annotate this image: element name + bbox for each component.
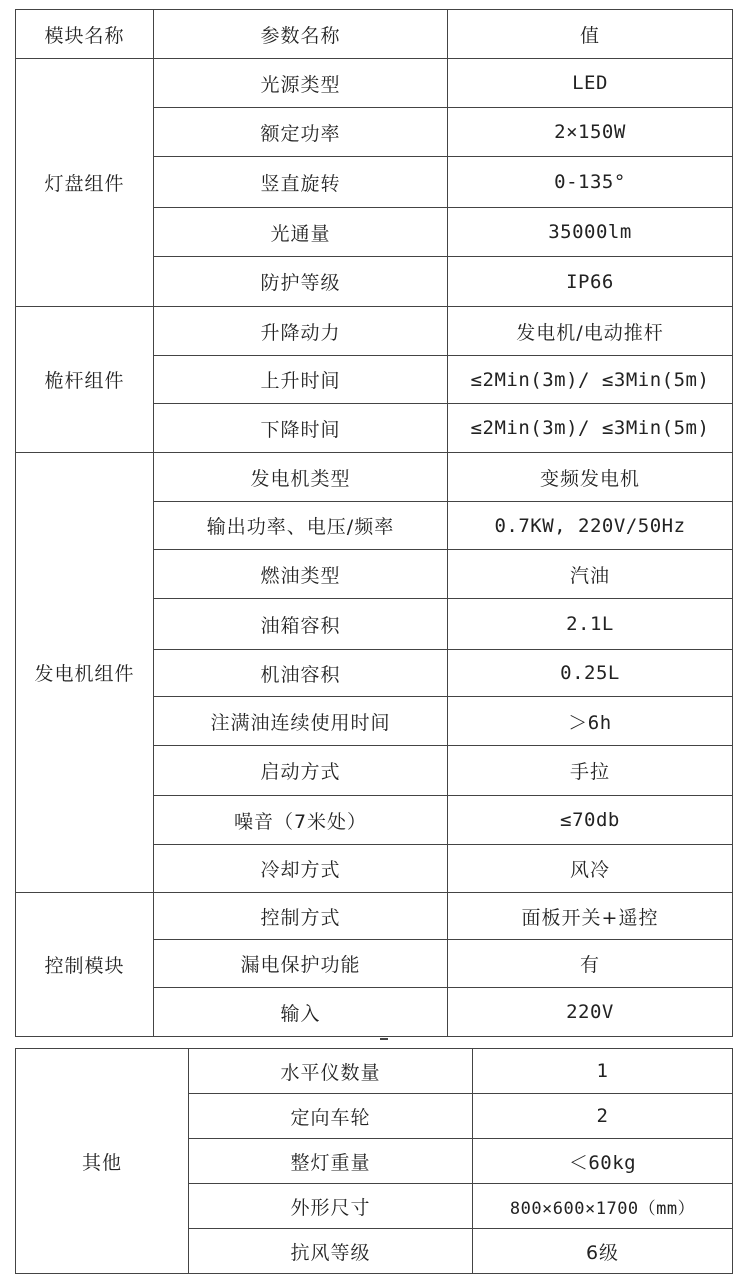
value-cell: 0.25L xyxy=(448,650,733,697)
param-cell: 冷却方式 xyxy=(154,845,448,893)
header-value: 值 xyxy=(448,10,733,59)
value-cell: 1 xyxy=(473,1049,733,1094)
value-cell: ≤2Min(3m)/ ≤3Min(5m) xyxy=(448,356,733,404)
value-cell: ＞6h xyxy=(448,697,733,746)
param-cell: 外形尺寸 xyxy=(189,1184,473,1229)
value-cell: 0.7KW, 220V/50Hz xyxy=(448,502,733,550)
separator-mark xyxy=(380,1038,388,1040)
param-cell: 竖直旋转 xyxy=(154,157,448,208)
table-row xyxy=(16,893,733,940)
param-cell: 燃油类型 xyxy=(154,550,448,599)
param-cell: 防护等级 xyxy=(154,257,448,307)
param-cell: 机油容积 xyxy=(154,650,448,697)
value-cell: 2 xyxy=(473,1094,733,1139)
other-table xyxy=(15,1048,733,1274)
param-cell: 光源类型 xyxy=(154,59,448,108)
param-cell: 注满油连续使用时间 xyxy=(154,697,448,746)
value-cell: 汽油 xyxy=(448,550,733,599)
param-cell: 发电机类型 xyxy=(154,453,448,502)
param-cell: 输出功率、电压/频率 xyxy=(154,502,448,550)
header-param: 参数名称 xyxy=(154,10,448,59)
param-cell: 噪音（7米处） xyxy=(154,796,448,845)
value-cell: 2.1L xyxy=(448,599,733,650)
value-cell: 风冷 xyxy=(448,845,733,893)
param-cell: 油箱容积 xyxy=(154,599,448,650)
table-row xyxy=(16,1049,733,1094)
group-mast: 桅杆组件 xyxy=(16,307,154,453)
value-cell: 发电机/电动推杆 xyxy=(448,307,733,356)
value-cell: 变频发电机 xyxy=(448,453,733,502)
value-cell: 0-135° xyxy=(448,157,733,208)
value-cell: ≤70db xyxy=(448,796,733,845)
value-cell: 2×150W xyxy=(448,108,733,157)
group-generator: 发电机组件 xyxy=(16,453,154,893)
value-cell: 面板开关+遥控 xyxy=(448,893,733,940)
param-cell: 光通量 xyxy=(154,208,448,257)
header-module: 模块名称 xyxy=(16,10,154,59)
value-cell: 手拉 xyxy=(448,746,733,796)
param-cell: 整灯重量 xyxy=(189,1139,473,1184)
value-cell: 800×600×1700（mm） xyxy=(473,1184,733,1229)
param-cell: 下降时间 xyxy=(154,404,448,453)
value-cell: LED xyxy=(448,59,733,108)
value-cell: ＜60kg xyxy=(473,1139,733,1184)
value-cell: ≤2Min(3m)/ ≤3Min(5m) xyxy=(448,404,733,453)
value-cell: IP66 xyxy=(448,257,733,307)
param-cell: 额定功率 xyxy=(154,108,448,157)
param-cell: 水平仪数量 xyxy=(189,1049,473,1094)
param-cell: 启动方式 xyxy=(154,746,448,796)
param-cell: 上升时间 xyxy=(154,356,448,404)
value-cell: 35000lm xyxy=(448,208,733,257)
group-other: 其他 xyxy=(16,1049,189,1274)
param-cell: 抗风等级 xyxy=(189,1229,473,1274)
group-lamp: 灯盘组件 xyxy=(16,59,154,307)
param-cell: 定向车轮 xyxy=(189,1094,473,1139)
spec-table xyxy=(15,9,733,1037)
param-cell: 漏电保护功能 xyxy=(154,940,448,988)
value-cell: 有 xyxy=(448,940,733,988)
header-row xyxy=(16,10,733,59)
group-control: 控制模块 xyxy=(16,893,154,1037)
table-row xyxy=(16,307,733,356)
param-cell: 输入 xyxy=(154,988,448,1037)
table-row xyxy=(16,59,733,108)
param-cell: 控制方式 xyxy=(154,893,448,940)
value-cell: 6级 xyxy=(473,1229,733,1274)
table-row xyxy=(16,453,733,502)
param-cell: 升降动力 xyxy=(154,307,448,356)
value-cell: 220V xyxy=(448,988,733,1037)
